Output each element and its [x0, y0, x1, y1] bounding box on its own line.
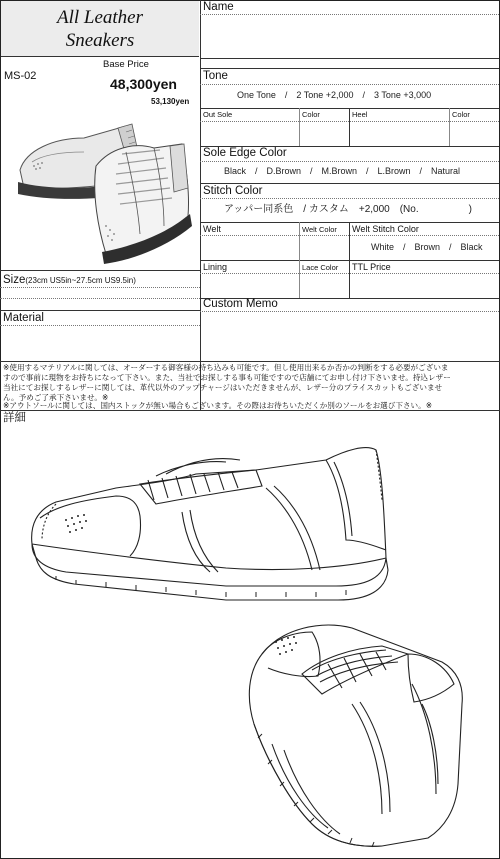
tone-top-rule — [200, 68, 499, 69]
product-title-line1: All Leather — [56, 7, 144, 28]
heel-color-label: Color — [452, 110, 470, 119]
material-label: Material — [3, 312, 44, 324]
sneaker-perspective-drawing — [232, 614, 492, 850]
material-underline — [0, 325, 200, 326]
sneaker-side-view-drawing — [26, 440, 394, 610]
sole-divider-2 — [349, 108, 350, 146]
memo-underline — [200, 311, 499, 312]
welt-divider-1 — [299, 222, 300, 260]
heel-label: Heel — [352, 110, 368, 119]
sole-divider-1 — [299, 108, 300, 146]
lining-top-rule — [200, 260, 499, 261]
size-label — [3, 275, 136, 287]
name-label: Name — [203, 1, 234, 13]
size-range-note: (23cm US5in~27.5cm US9.5in) — [25, 276, 136, 285]
tone-underline — [200, 84, 499, 85]
product-title-line2: Sneakers — [65, 30, 135, 51]
material-top-rule — [0, 310, 200, 311]
welt-stitch-color-label: Welt Stitch Color — [352, 224, 419, 234]
detail-top-rule — [0, 410, 500, 411]
out-sole-color-label: Color — [302, 110, 320, 119]
tax-price-value: 53,130yen — [151, 97, 190, 106]
tone-label: Tone — [203, 70, 228, 82]
notes-top-rule — [0, 361, 500, 362]
sole-divider-3 — [449, 108, 450, 146]
product-title-box — [1, 1, 199, 57]
ttl-price-label: TTL Price — [352, 262, 391, 272]
sole-edge-color-label: Sole Edge Color — [203, 147, 287, 159]
note-line-5: ※アウトソールに関しては、国内ストックが無い場合もございます。その際はお待ちいただくか別のソールをお選び下さい。※ — [3, 401, 433, 410]
note-line-3: 当社にてお探しするレザーに関しては、革代以外のアップチャージはいただきませんが、レザー分のプライスカットもございませ — [3, 383, 443, 392]
sneaker-photo — [14, 108, 198, 266]
welt-stitch-options[interactable]: White / Brown / Black — [371, 242, 483, 252]
name-underline — [200, 14, 499, 15]
note-line-2: すので事前に現物をお持ちになって下さい。また、当社でお探しする事も可能ですので店舗にてお申し付け下さいませ。持込レザー — [3, 373, 451, 382]
out-sole-label: Out Sole — [203, 110, 233, 119]
name-bottom-rule — [200, 58, 499, 59]
welt-label: Welt — [203, 224, 221, 234]
stitch-options[interactable]: アッパー同系色 / カスタム +2,000 (No. ) — [224, 204, 472, 215]
tone-options[interactable]: One Tone / 2 Tone +2,000 / 3 Tone +3,000 — [237, 90, 432, 100]
welt-color-label: Welt Color — [302, 225, 337, 234]
size-top-rule — [0, 270, 200, 271]
size-line-2 — [0, 298, 200, 299]
stitch-color-label: Stitch Color — [203, 185, 263, 197]
detail-label: 詳細 — [3, 412, 26, 424]
stitch-underline — [200, 198, 499, 199]
size-underline — [0, 287, 200, 288]
size-label-text: Size — [3, 274, 26, 286]
model-number: MS-02 — [4, 70, 37, 82]
lace-color-label: Lace Color — [302, 263, 339, 272]
note-line-4: ん。予めご了承下さいませ。※ — [3, 393, 109, 402]
stitch-top-rule — [200, 183, 499, 184]
lining-underline — [200, 273, 499, 274]
base-price-value: 48,300yen — [110, 76, 177, 92]
lining-label: Lining — [203, 262, 228, 272]
column-divider — [200, 0, 201, 410]
custom-memo-label: Custom Memo — [203, 298, 278, 310]
sole-edge-options[interactable]: Black / D.Brown / M.Brown / L.Brown / Natural — [224, 166, 461, 176]
lining-divider — [299, 260, 300, 298]
note-line-1: ※使用するマテリアルに関しては、オーダーする御客様の持ち込みも可能です。但し使用出来るか否かの判断をする必要がございま — [3, 363, 449, 372]
edge-underline — [200, 161, 499, 162]
base-price-label: Base Price — [103, 59, 149, 70]
